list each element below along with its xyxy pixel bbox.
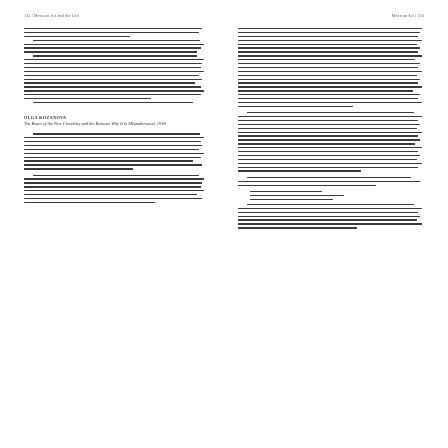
- paragraph: [24, 28, 206, 103]
- running-head-right: Mexican Art | 133: [391, 13, 424, 18]
- numbered-list: [244, 191, 424, 200]
- right-column: [238, 28, 424, 234]
- article-byline: [24, 115, 206, 127]
- paragraph: [238, 112, 424, 172]
- paragraph: [238, 28, 424, 107]
- paragraph: [24, 133, 206, 169]
- author-name: OLGA KOZANOVA: [24, 115, 67, 121]
- paragraph: [238, 204, 424, 229]
- left-column: [24, 28, 206, 208]
- running-head-left: 132 | Mexican Art and the Left: [24, 13, 80, 18]
- article-title: The Bases of the New Creativity and the Reasons Why It Is Misunderstood, 1918: [24, 121, 166, 127]
- paragraph: [238, 177, 424, 186]
- paragraph: [24, 175, 206, 204]
